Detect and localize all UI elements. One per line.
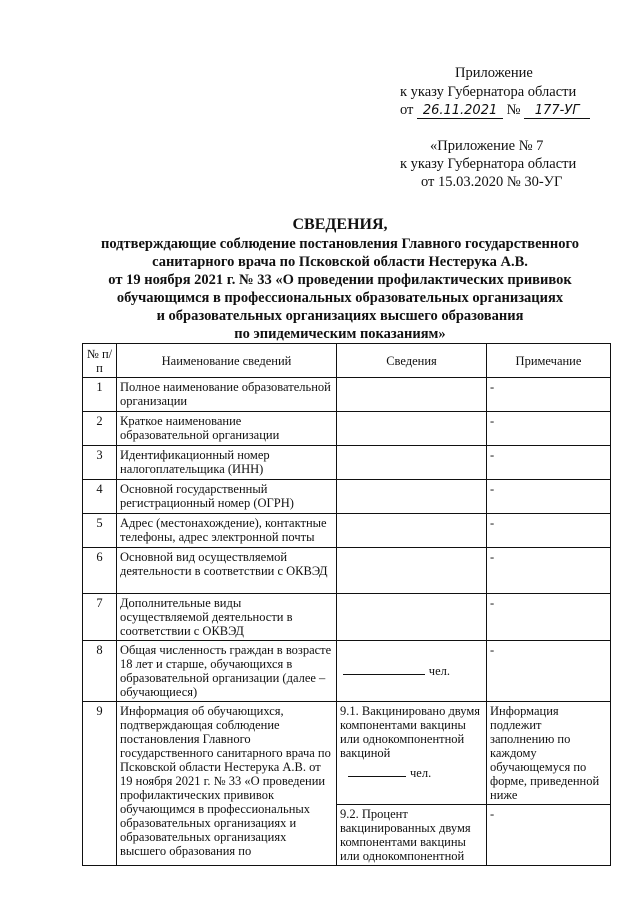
row-info[interactable] bbox=[337, 641, 487, 702]
title-heading: СВЕДЕНИЯ, bbox=[292, 216, 388, 233]
table-row bbox=[83, 412, 611, 446]
handwritten-number: 177-УГ bbox=[524, 104, 590, 119]
row-name: Общая численность граждан в возрасте 18 лет и старше, обучающихся в образовательной организации (далее – обучающиеся) bbox=[117, 641, 337, 702]
title-line: обучающимся в профессиональных образовательных организациях bbox=[116, 290, 564, 306]
title-line: санитарного врача по Псковской области Нестерука А.В. bbox=[152, 254, 528, 270]
row-info[interactable] bbox=[337, 514, 487, 548]
row-info[interactable] bbox=[337, 548, 487, 594]
date-prefix: от bbox=[400, 102, 414, 118]
table-row bbox=[83, 548, 611, 594]
table-row bbox=[83, 594, 611, 641]
count-blank-line[interactable] bbox=[348, 775, 406, 777]
table-row bbox=[83, 702, 611, 805]
row-note: - bbox=[487, 480, 611, 514]
info-9-1-count[interactable] bbox=[340, 766, 483, 780]
row-note: - bbox=[487, 514, 611, 548]
row-note: - bbox=[487, 378, 611, 412]
decree-date-line bbox=[400, 101, 590, 120]
table-row bbox=[83, 446, 611, 480]
count-blank-line[interactable] bbox=[343, 673, 425, 675]
row-note: - bbox=[487, 548, 611, 594]
row-name: Основной государственный регистрационный номер (ОГРН) bbox=[117, 480, 337, 514]
row-number: 5 bbox=[83, 514, 117, 548]
attachment-label: Приложение bbox=[455, 65, 533, 81]
unit-label: чел. bbox=[428, 664, 450, 678]
row-name: Дополнительные виды осуществляемой деятельности в соответствии с ОКВЭД bbox=[117, 594, 337, 641]
title-line: и образовательных организациях высшего образования bbox=[156, 308, 524, 324]
row-number: 8 bbox=[83, 641, 117, 702]
row-info[interactable] bbox=[337, 412, 487, 446]
row-number: 9 bbox=[83, 702, 117, 866]
document-title bbox=[60, 214, 620, 343]
col-header-note: Примечание bbox=[487, 344, 611, 378]
row-info[interactable] bbox=[337, 480, 487, 514]
info-9-1-text: 9.1. Вакцинировано двумя компонентами вакцины или однокомпонентной вакциной bbox=[340, 704, 481, 760]
col-header-number: № п/п bbox=[83, 344, 117, 378]
row-name: Основной вид осуществляемой деятельности в соответствии с ОКВЭД bbox=[117, 548, 337, 594]
number-sign: № bbox=[506, 102, 521, 118]
row-info[interactable] bbox=[337, 594, 487, 641]
row-number: 6 bbox=[83, 548, 117, 594]
row-number: 7 bbox=[83, 594, 117, 641]
handwritten-date: 26.11.2021 bbox=[417, 104, 503, 119]
title-line: по эпидемическим показаниям» bbox=[234, 326, 446, 342]
table-row bbox=[83, 641, 611, 702]
appendix-7-label: «Приложение № 7 bbox=[430, 138, 544, 154]
row-info[interactable] bbox=[337, 378, 487, 412]
row-note: - bbox=[487, 412, 611, 446]
decree-reference: к указу Губернатора области bbox=[400, 84, 577, 100]
row-name: Полное наименование образовательной организации bbox=[117, 378, 337, 412]
col-header-name: Наименование сведений bbox=[117, 344, 337, 378]
title-line: от 19 ноября 2021 г. № 33 «О проведении профилактических прививок bbox=[108, 272, 572, 288]
row-name: Краткое наименование образовательной организации bbox=[117, 412, 337, 446]
decree-date-2: от 15.03.2020 № 30-УГ bbox=[421, 174, 563, 190]
table-row bbox=[83, 480, 611, 514]
row-name: Идентификационный номер налогоплательщика (ИНН) bbox=[117, 446, 337, 480]
row-name: Информация об обучающихся, подтверждающая соблюдение постановления Главного государственного санитарного врача по Псковской области Нестерука А.В. от 19 ноября 2021 г. № 33 «О проведении профилактических прививок обучающимся в профессиональных образовательных организациях и образовательных организациях высшего образования по bbox=[117, 702, 337, 866]
row-note-9-2: - bbox=[487, 805, 611, 866]
row-info-9-1[interactable] bbox=[337, 702, 487, 805]
row-note: - bbox=[487, 446, 611, 480]
row-note-9-1: Информация подлежит заполнению по каждому обучающемуся по форме, приведенной ниже bbox=[487, 702, 611, 805]
row-number: 4 bbox=[83, 480, 117, 514]
row-name: Адрес (местонахождение), контактные телефоны, адрес электронной почты bbox=[117, 514, 337, 548]
row-info-9-2[interactable]: 9.2. Процент вакцинированных двумя компонентами вакцины или однокомпонентной bbox=[337, 805, 487, 866]
unit-label: чел. bbox=[410, 766, 432, 780]
row-note: - bbox=[487, 594, 611, 641]
col-header-info: Сведения bbox=[337, 344, 487, 378]
table-row bbox=[83, 378, 611, 412]
table-row bbox=[83, 514, 611, 548]
row-note: - bbox=[487, 641, 611, 702]
row-info[interactable] bbox=[337, 446, 487, 480]
row-number: 1 bbox=[83, 378, 117, 412]
title-line: подтверждающие соблюдение постановления Главного государственного bbox=[100, 236, 579, 252]
row-number: 3 bbox=[83, 446, 117, 480]
row-number: 2 bbox=[83, 412, 117, 446]
table-header-row bbox=[83, 344, 611, 378]
decree-reference-2: к указу Губернатора области bbox=[400, 156, 577, 172]
data-table bbox=[82, 343, 611, 866]
